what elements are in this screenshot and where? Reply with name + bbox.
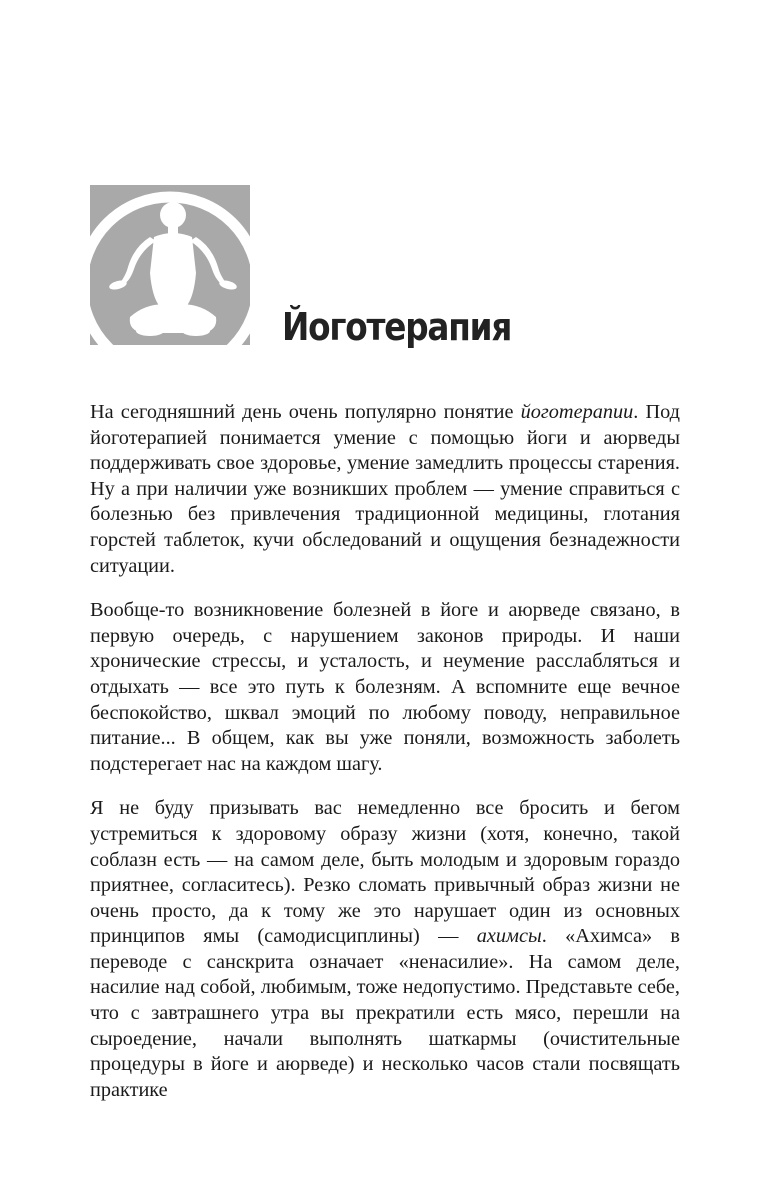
- term-yogatherapy: йоготерапии: [520, 401, 634, 423]
- chapter-icon: [90, 185, 250, 345]
- paragraph-2: Вообще-то возникновение болезней в йоге и аюрведе связано, в первую очередь, с нарушением законов природы. И наши хронические стрессы, и усталость, и неумение расслабляться и отдыхать — все это путь к болезням. А вспомните еще вечное беспокойство, шквал эмоций по любому поводу, неправильное питание... В общем, как вы уже поняли, возможность заболеть подстерегает нас на каждом шагу.: [90, 599, 680, 775]
- body-text: [90, 400, 680, 1122]
- chapter-title: Йоготерапия: [282, 305, 512, 349]
- paragraph-3-rest: . «Ахимса» в переводе с санскрита означает «ненасилие». На самом деле, насилие над собой, любимым, тоже недопустимо. Представьте себе, что с завтрашнего утра вы прекратили есть мясо, перешли на сыроедение, начали выполнять шаткармы (очистительные процедуры в йоге и аюрведе) и несколько часов стали посвящать практике: [90, 925, 681, 1101]
- paragraph-1-lead: На сегодняшний день очень популярно понятие: [90, 401, 521, 423]
- yoga-meditation-icon: [90, 185, 250, 345]
- paragraph-3-lead: Я не буду призывать вас немедленно все бросить и бегом устремиться к здоровому образу жизни (хотя, конечно, такой соблазн есть — на самом деле, быть молодым и здоровым гораздо приятнее, согласитесь). Резко сломать привычный образ жизни не очень просто, да к тому же это нарушает один из основных принципов ямы (самодисциплины) —: [90, 797, 680, 948]
- term-ahimsa: ахимсы: [476, 925, 542, 948]
- paragraph-1-rest: . Под йоготерапией понимается умение с помощью йоги и аюрведы поддерживать свое здоровье, умение замедлить процессы старения. Ну а при наличии уже возникших проблем — умение справиться с болезнью без привлечения традиционной медицины, глотания горстей таблеток, кучи обследований и ощущения безнадежности ситуации.: [90, 401, 680, 577]
- paragraph-1: [90, 400, 680, 579]
- paragraph-3: [90, 796, 680, 1103]
